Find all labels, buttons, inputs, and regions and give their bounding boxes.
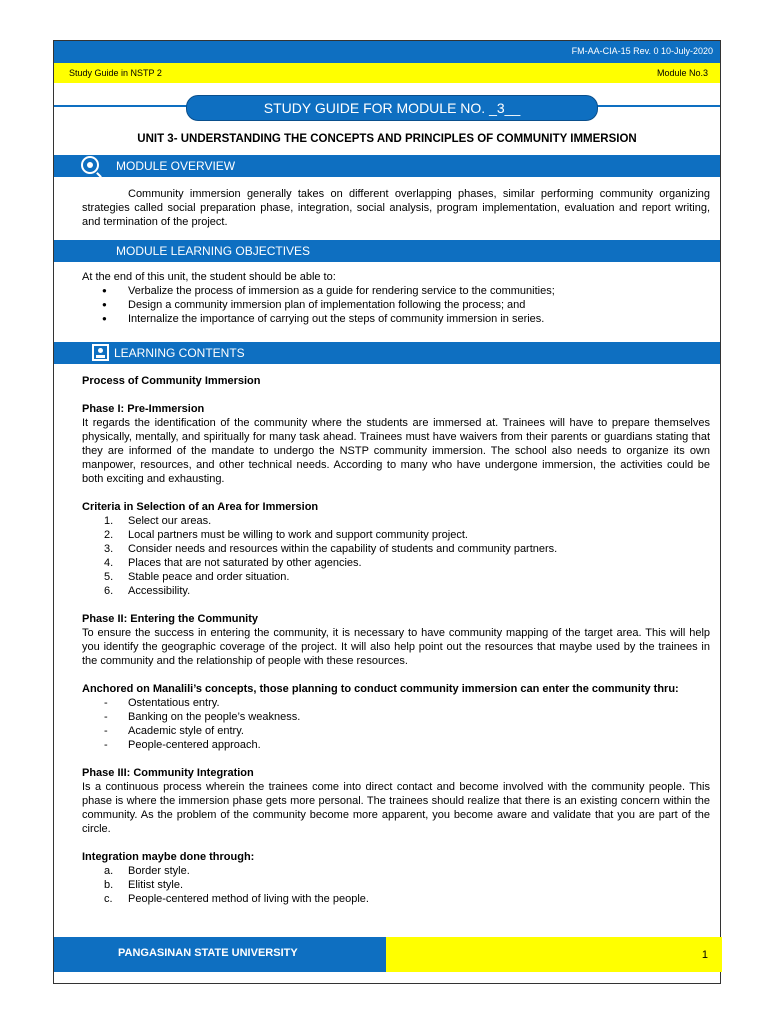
learning-contents-heading: LEARNING CONTENTS bbox=[114, 346, 245, 360]
entry-styles-list bbox=[82, 696, 710, 752]
unit-title: UNIT 3- UNDERSTANDING THE CONCEPTS AND PRINCIPLES OF COMMUNITY IMMERSION bbox=[137, 133, 637, 145]
list-item: 3. Consider needs and resources within the capability of students and community partners. bbox=[104, 543, 558, 555]
objective-item: ● Design a community immersion plan of implementation following the process; and bbox=[82, 298, 710, 312]
course-name: Study Guide in NSTP 2 bbox=[69, 68, 162, 78]
objective-item: ● Internalize the importance of carrying out the steps of community immersion in series. bbox=[82, 312, 710, 326]
module-overview-body: Community immersion generally takes on different overlapping phases, similar performing community organizing strategies called social preparation phase, integration, social analysis, program implementation, evaluation and report writing, and termination of the project. bbox=[82, 188, 710, 228]
list-item: 2. Local partners must be willing to work and support community project. bbox=[104, 529, 468, 541]
document-code: FM-AA-CIA-15 Rev. 0 10-July-2020 bbox=[571, 46, 713, 56]
footer-university-block bbox=[54, 937, 386, 972]
list-item: a. Border style. bbox=[104, 865, 190, 877]
learning-contents-header bbox=[54, 342, 720, 364]
objective-item: ● Verbalize the process of immersion as a guide for rendering service to the communities; bbox=[82, 284, 710, 298]
phase2-body: To ensure the success in entering the community, it is necessary to have community mapping of the target area. This will help you identify the geographic coverage of the project. It will also help point out the resources that maybe used by the trainees in the community and the relationship of people with these resources. bbox=[82, 627, 710, 667]
list-item: - Banking on the people’s weakness. bbox=[104, 711, 301, 723]
page-number: 1 bbox=[701, 949, 708, 961]
objectives-list bbox=[82, 284, 710, 326]
footer-bar bbox=[54, 937, 720, 972]
criteria-list bbox=[82, 514, 710, 598]
top-bar bbox=[54, 41, 720, 63]
learning-contents-body bbox=[82, 374, 710, 906]
module-overview-heading: MODULE OVERVIEW bbox=[116, 159, 236, 173]
learning-objectives-heading: MODULE LEARNING OBJECTIVES bbox=[116, 244, 311, 258]
page bbox=[53, 40, 721, 984]
learning-objectives-body bbox=[82, 270, 710, 326]
list-item: - Academic style of entry. bbox=[104, 725, 244, 737]
document-icon bbox=[92, 344, 109, 361]
magnifier-icon bbox=[81, 156, 99, 174]
module-overview-header bbox=[54, 155, 720, 177]
integration-title: Integration maybe done through: bbox=[82, 851, 255, 863]
phase1-body: It regards the identification of the community where the students are immersed at. Trainees will have to prepare themselves physically, mentally, and spiritually for many task ahead. Trainees must have waivers from their parents or guardians stating that they are informed of the mandate to undergo the NSTP community immersion. The school also needs to organize its own manpower, resources, and other technical needs. According to many who have undergone immersion, the activities could be both exciting and exhausting. bbox=[82, 417, 710, 485]
list-item: 1. Select our areas. bbox=[104, 515, 212, 527]
process-title: Process of Community Immersion bbox=[82, 375, 261, 387]
objectives-intro: At the end of this unit, the student should be able to: bbox=[82, 271, 336, 283]
footer-page-block bbox=[386, 937, 722, 972]
anchored-title: Anchored on Manalili’s concepts, those planning to conduct community immersion can enter the community thru: bbox=[82, 683, 679, 695]
list-item: 6. Accessibility. bbox=[104, 585, 191, 597]
list-item: b. Elitist style. bbox=[104, 879, 184, 891]
list-item: 5. Stable peace and order situation. bbox=[104, 571, 290, 583]
criteria-title: Criteria in Selection of an Area for Immersion bbox=[82, 501, 319, 513]
phase2-title: Phase II: Entering the Community bbox=[82, 613, 259, 625]
list-item: c. People-centered method of living with the people. bbox=[104, 893, 369, 905]
list-item: - People-centered approach. bbox=[104, 739, 261, 751]
integration-list bbox=[82, 864, 710, 906]
university-name: PANGASINAN STATE UNIVERSITY bbox=[118, 947, 298, 959]
phase1-title: Phase I: Pre-Immersion bbox=[82, 403, 205, 415]
list-item: - Ostentatious entry. bbox=[104, 697, 220, 709]
list-item: 4. Places that are not saturated by other agencies. bbox=[104, 557, 362, 569]
page-title: STUDY GUIDE FOR MODULE NO. _3__ bbox=[186, 95, 598, 121]
phase3-title: Phase III: Community Integration bbox=[82, 767, 254, 779]
learning-objectives-header bbox=[54, 240, 720, 262]
module-number: Module No.3 bbox=[656, 68, 708, 78]
phase3-body: Is a continuous process wherein the trainees come into direct contact and become involved with the community people. This phase is where the immersion phase gets more personal. The trainees should realize that there is an existing concern within the community. As the problem of the community become more apparent, you become aware and validate that you are part of the circle. bbox=[82, 781, 710, 835]
course-bar bbox=[54, 63, 720, 83]
